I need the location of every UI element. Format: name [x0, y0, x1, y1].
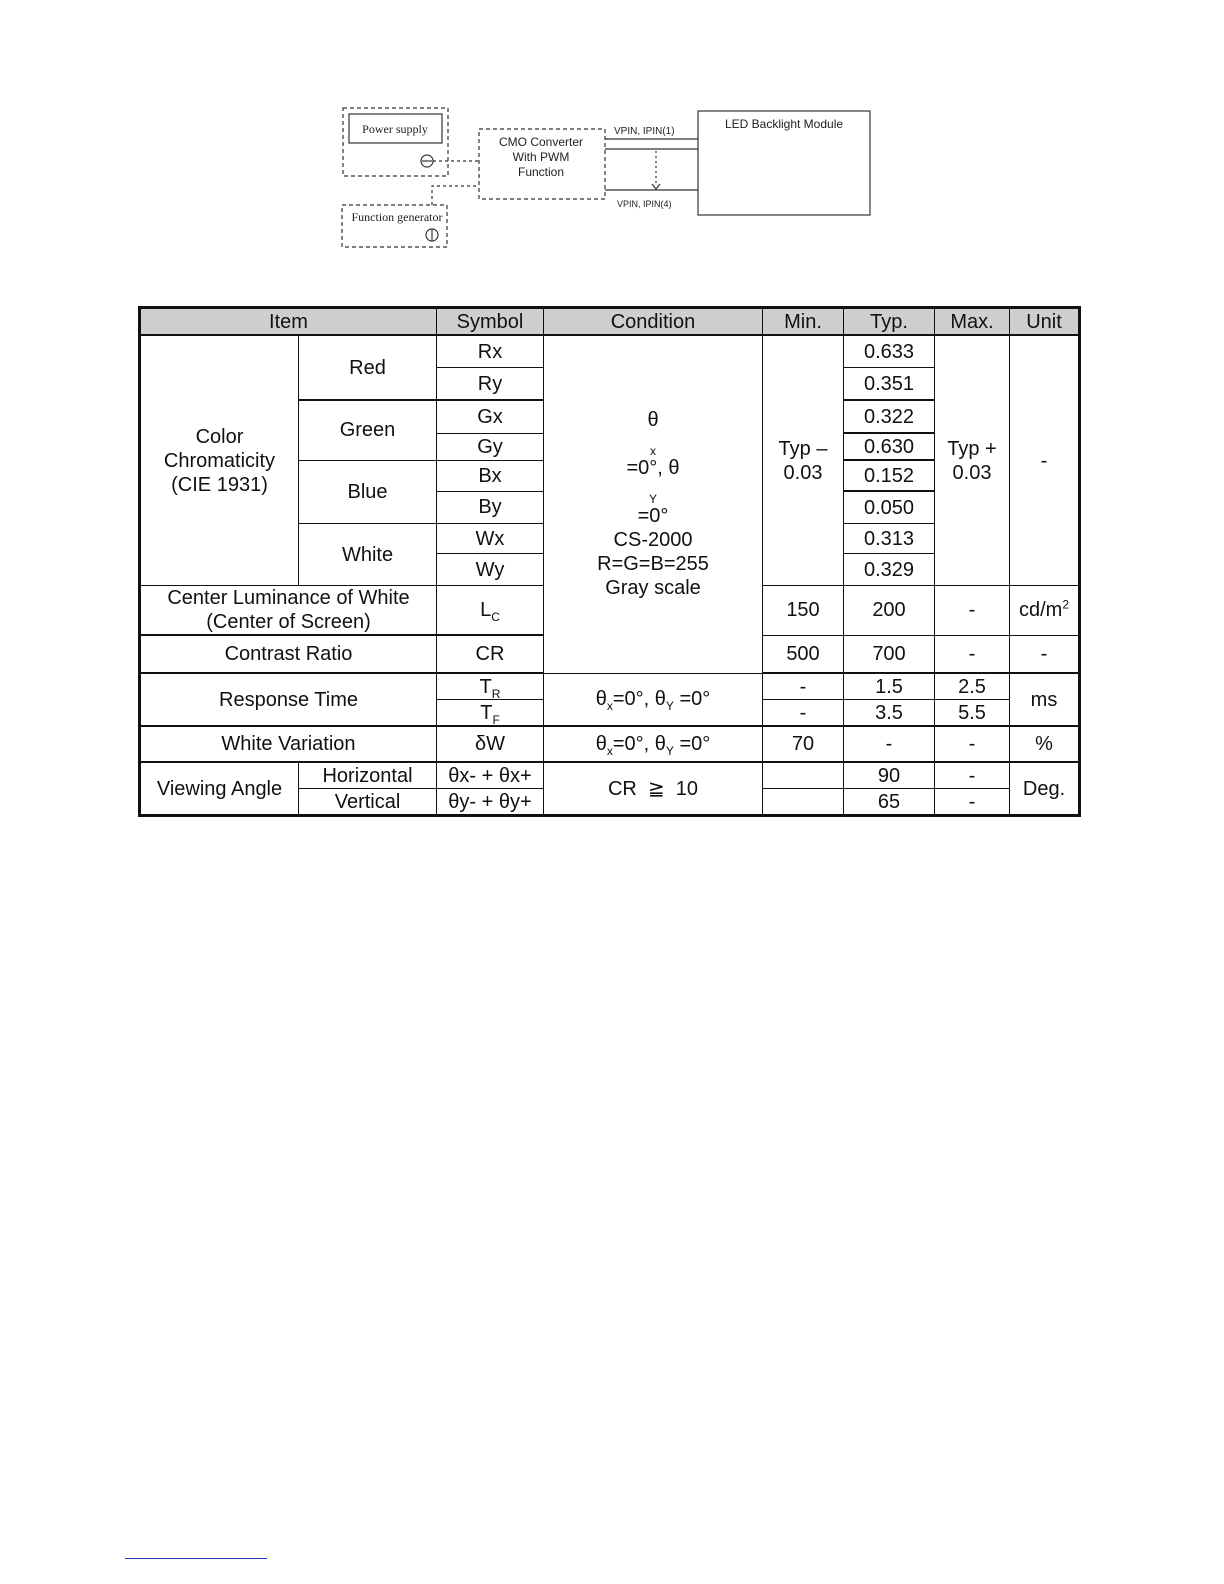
converter-label-line3: Function — [517, 165, 565, 179]
optical-spec-table — [138, 306, 1081, 817]
footnote-separator — [125, 1558, 267, 1559]
typ-wy: 0.329 — [844, 554, 935, 586]
symbol-ry: Ry — [437, 368, 544, 401]
white-variation-unit: % — [1010, 726, 1080, 762]
viewing-unit: Deg. — [1010, 762, 1080, 816]
header-unit: Unit — [1010, 308, 1080, 336]
tr-min: - — [763, 673, 844, 700]
white-variation-typ: - — [844, 726, 935, 762]
table-row — [140, 726, 1080, 762]
typ-bx: 0.152 — [844, 460, 935, 491]
typ-gy: 0.630 — [844, 433, 935, 460]
contrast-min: 500 — [763, 635, 844, 673]
chroma-unit-cell: - — [1010, 335, 1080, 586]
table-row — [140, 673, 1080, 700]
led-backlight-module-label: LED Backlight Module — [724, 117, 844, 131]
function-generator-label: Function generator — [351, 210, 443, 224]
symbol-theta-y: θy- + θy+ — [437, 789, 544, 816]
tf-max: 5.5 — [935, 700, 1010, 727]
viewing-v-min — [763, 789, 844, 816]
symbol-lc: $L_C$ — [437, 586, 544, 636]
vpin-top-label: VPIN, IPIN(1) — [614, 126, 675, 137]
symbol-wx: Wx — [437, 524, 544, 554]
viewing-h-min — [763, 762, 844, 789]
viewing-vertical-label: Vertical — [299, 789, 437, 816]
measurement-setup-diagram — [330, 95, 890, 255]
tr-typ: 1.5 — [844, 673, 935, 700]
blue-label: Blue — [299, 460, 437, 524]
viewing-v-max: - — [935, 789, 1010, 816]
response-item: Response Time — [140, 673, 437, 726]
header-item: Item — [140, 308, 437, 336]
symbol-wy: Wy — [437, 554, 544, 586]
chroma-min-cell: Typ – 0.03 — [763, 335, 844, 586]
converter-label-line1: CMO Converter — [498, 135, 584, 149]
power-supply-dashed-box — [343, 108, 448, 176]
typ-ry: 0.351 — [844, 368, 935, 401]
white-variation-min: 70 — [763, 726, 844, 762]
contrast-item: Contrast Ratio — [140, 635, 437, 673]
tf-min: - — [763, 700, 844, 727]
contrast-max: - — [935, 635, 1010, 673]
symbol-tr: $T_R$ — [437, 673, 544, 700]
viewing-angle-item: Viewing Angle — [140, 762, 299, 816]
vpin-bottom-label: VPIN, IPIN(4) — [617, 199, 672, 209]
symbol-gy: Gy — [437, 433, 544, 460]
typ-wx: 0.313 — [844, 524, 935, 554]
generator-to-converter-line — [432, 186, 479, 205]
arrow-down-icon — [652, 184, 660, 189]
symbol-rx: Rx — [437, 335, 544, 368]
viewing-h-typ: 90 — [844, 762, 935, 789]
header-typ: Typ. — [844, 308, 935, 336]
symbol-bx: Bx — [437, 460, 544, 491]
chroma-max-cell: Typ + 0.03 — [935, 335, 1010, 586]
red-label: Red — [299, 335, 437, 400]
viewing-h-max: - — [935, 762, 1010, 789]
typ-rx: 0.633 — [844, 335, 935, 368]
luminance-typ: 200 — [844, 586, 935, 636]
table-row — [140, 335, 1080, 368]
main-condition-cell: θ $_x$ =0°, θ $_Y$ =0° CS-2000 R=G=B=255 Gray scale — [544, 335, 763, 673]
symbol-tf: $T_F$ — [437, 700, 544, 727]
converter-label-line2: With PWM — [512, 150, 570, 164]
luminance-max: - — [935, 586, 1010, 636]
viewing-horizontal-label: Horizontal — [299, 762, 437, 789]
luminance-min: 150 — [763, 586, 844, 636]
header-condition: Condition — [544, 308, 763, 336]
header-max: Max. — [935, 308, 1010, 336]
contrast-unit: - — [1010, 635, 1080, 673]
tr-max: 2.5 — [935, 673, 1010, 700]
symbol-gx: Gx — [437, 400, 544, 433]
header-min: Min. — [763, 308, 844, 336]
white-variation-max: - — [935, 726, 1010, 762]
table-row — [140, 762, 1080, 789]
header-row — [140, 308, 1080, 336]
viewing-v-typ: 65 — [844, 789, 935, 816]
contrast-typ: 700 — [844, 635, 935, 673]
symbol-cr: CR — [437, 635, 544, 673]
white-variation-condition: $\theta_x=0^\circ$, $\theta_Y =0^\circ$ — [544, 726, 763, 762]
response-condition: $\theta_x=0^\circ$, $\theta_Y =0^\circ$ — [544, 673, 763, 726]
white-label: White — [299, 524, 437, 586]
typ-by: 0.050 — [844, 491, 935, 524]
viewing-condition: CR ≧ 10 — [544, 762, 763, 816]
power-supply-label: Power supply — [362, 122, 428, 136]
response-unit: ms — [1010, 673, 1080, 726]
green-label: Green — [299, 400, 437, 460]
tf-typ: 3.5 — [844, 700, 935, 727]
symbol-dw: δW — [437, 726, 544, 762]
color-chromaticity-cell: Color Chromaticity (CIE 1931) — [140, 335, 299, 586]
symbol-by: By — [437, 491, 544, 524]
symbol-theta-x: θx- + θx+ — [437, 762, 544, 789]
typ-gx: 0.322 — [844, 400, 935, 433]
luminance-unit: $cd/m^2$ — [1010, 586, 1080, 636]
header-symbol: Symbol — [437, 308, 544, 336]
luminance-item-cell: Center Luminance of White (Center of Screen) — [140, 586, 437, 636]
white-variation-item: White Variation — [140, 726, 437, 762]
